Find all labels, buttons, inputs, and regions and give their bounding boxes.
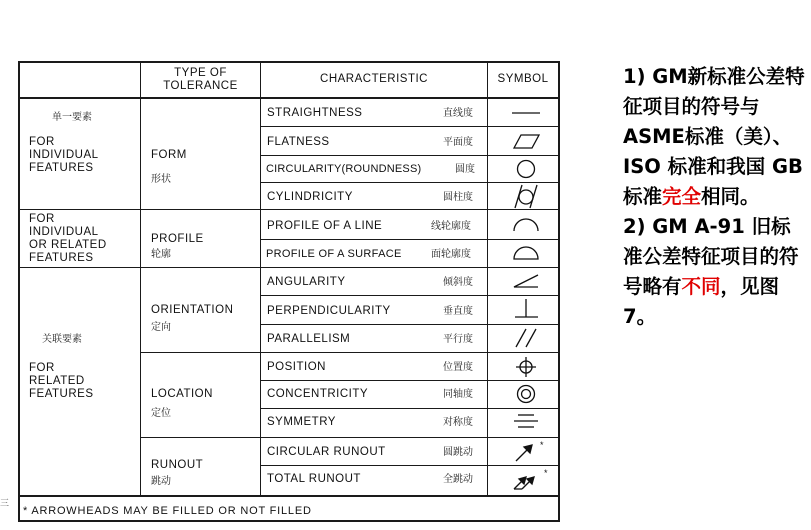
tolerance-symbols xyxy=(488,99,558,496)
highlight-different: 不同 xyxy=(681,275,721,298)
type-location-cn: 定位 xyxy=(151,408,171,419)
type-runout-cn: 跳动 xyxy=(151,476,171,487)
char-angularity-cn: 倾斜度 xyxy=(443,277,473,288)
side-note-paragraph-1: 1) GM新标准公差特征项目的符号与 ASME标准（美）、ISO 标准和我国 GB 标准完全相同。 xyxy=(623,65,805,208)
flatness-icon xyxy=(514,135,539,148)
char-profile-line: PROFILE OF A LINE xyxy=(267,220,383,232)
char-straightness-cn: 直线度 xyxy=(443,108,473,119)
char-position: POSITION xyxy=(267,361,326,373)
char-profile-surface: PROFILE OF A SURFACE xyxy=(266,248,402,260)
char-angularity: ANGULARITY xyxy=(267,276,346,288)
type-location-en: LOCATION xyxy=(151,388,213,400)
svg-text:*: * xyxy=(540,440,544,450)
char-position-cn: 位置度 xyxy=(443,362,473,373)
char-circular-runout: CIRCULAR RUNOUT xyxy=(267,446,386,458)
type-orientation-cn: 定向 xyxy=(151,322,171,333)
perpendicularity-icon xyxy=(515,299,538,317)
svg-text:*: * xyxy=(544,468,548,478)
parallelism-icon xyxy=(516,329,536,347)
highlight-complete: 完全 xyxy=(662,185,702,208)
char-symmetry: SYMMETRY xyxy=(267,416,336,428)
header-type-of-tolerance: TYPE OF TOLERANCE xyxy=(163,67,238,92)
char-parallelism: PARALLELISM xyxy=(267,333,351,345)
char-total-runout: TOTAL RUNOUT xyxy=(267,473,361,485)
group-individual-en: FOR INDIVIDUAL FEATURES xyxy=(29,136,99,174)
circular-runout-icon xyxy=(516,440,544,461)
char-total-runout-cn: 全跳动 xyxy=(443,474,473,485)
group-related-en: FOR RELATED FEATURES xyxy=(29,362,94,400)
group-individual-or-related-en: FOR INDIVIDUAL OR RELATED FEATURES xyxy=(29,213,107,264)
char-symmetry-cn: 对称度 xyxy=(443,417,473,428)
char-profile-surface-cn: 面轮廓度 xyxy=(431,249,471,260)
char-circular-runout-cn: 圆跳动 xyxy=(443,447,473,458)
group-individual-cn: 单一要素 xyxy=(52,112,92,123)
side-note-paragraph-2: 2) GM A-91 旧标准公差特征项目的符号略有不同，见图7。 xyxy=(623,215,799,328)
symmetry-icon xyxy=(514,415,538,427)
header-symbol: SYMBOL xyxy=(497,73,549,85)
cylindricity-icon xyxy=(515,185,537,208)
char-profile-line-cn: 线轮廓度 xyxy=(431,221,471,232)
char-flatness-cn: 平面度 xyxy=(443,137,473,148)
edge-mark: 三 xyxy=(0,499,10,509)
char-cylindricity: CYLINDRICITY xyxy=(267,191,353,203)
type-form-cn: 形状 xyxy=(151,174,171,185)
char-circularity: CIRCULARITY(ROUNDNESS) xyxy=(266,163,422,175)
footnote: * ARROWHEADS MAY BE FILLED OR NOT FILLED xyxy=(23,505,312,517)
type-profile-en: PROFILE xyxy=(151,233,204,245)
total-runout-icon xyxy=(514,468,548,489)
char-circularity-cn: 圆度 xyxy=(455,164,475,175)
char-concentricity-cn: 同轴度 xyxy=(443,389,473,400)
header-characteristic: CHARACTERISTIC xyxy=(320,73,428,85)
profile-surface-icon xyxy=(514,247,538,259)
position-icon xyxy=(516,357,536,377)
concentricity-icon xyxy=(518,386,535,403)
angularity-icon xyxy=(514,275,538,287)
char-flatness: FLATNESS xyxy=(267,136,330,148)
char-perpendicularity: PERPENDICULARITY xyxy=(267,305,391,317)
circularity-icon xyxy=(518,161,535,178)
char-perpendicularity-cn: 垂直度 xyxy=(443,306,473,317)
char-straightness: STRAIGHTNESS xyxy=(267,107,363,119)
char-cylindricity-cn: 圆柱度 xyxy=(443,192,473,203)
type-form-en: FORM xyxy=(151,149,187,161)
char-concentricity: CONCENTRICITY xyxy=(267,388,369,400)
group-related-cn: 关联要素 xyxy=(42,334,82,345)
type-runout-en: RUNOUT xyxy=(151,459,204,471)
type-orientation-en: ORIENTATION xyxy=(151,304,234,316)
profile-line-icon xyxy=(514,219,538,231)
char-parallelism-cn: 平行度 xyxy=(443,334,473,345)
side-note xyxy=(601,62,806,332)
type-profile-cn: 轮廓 xyxy=(151,249,171,260)
